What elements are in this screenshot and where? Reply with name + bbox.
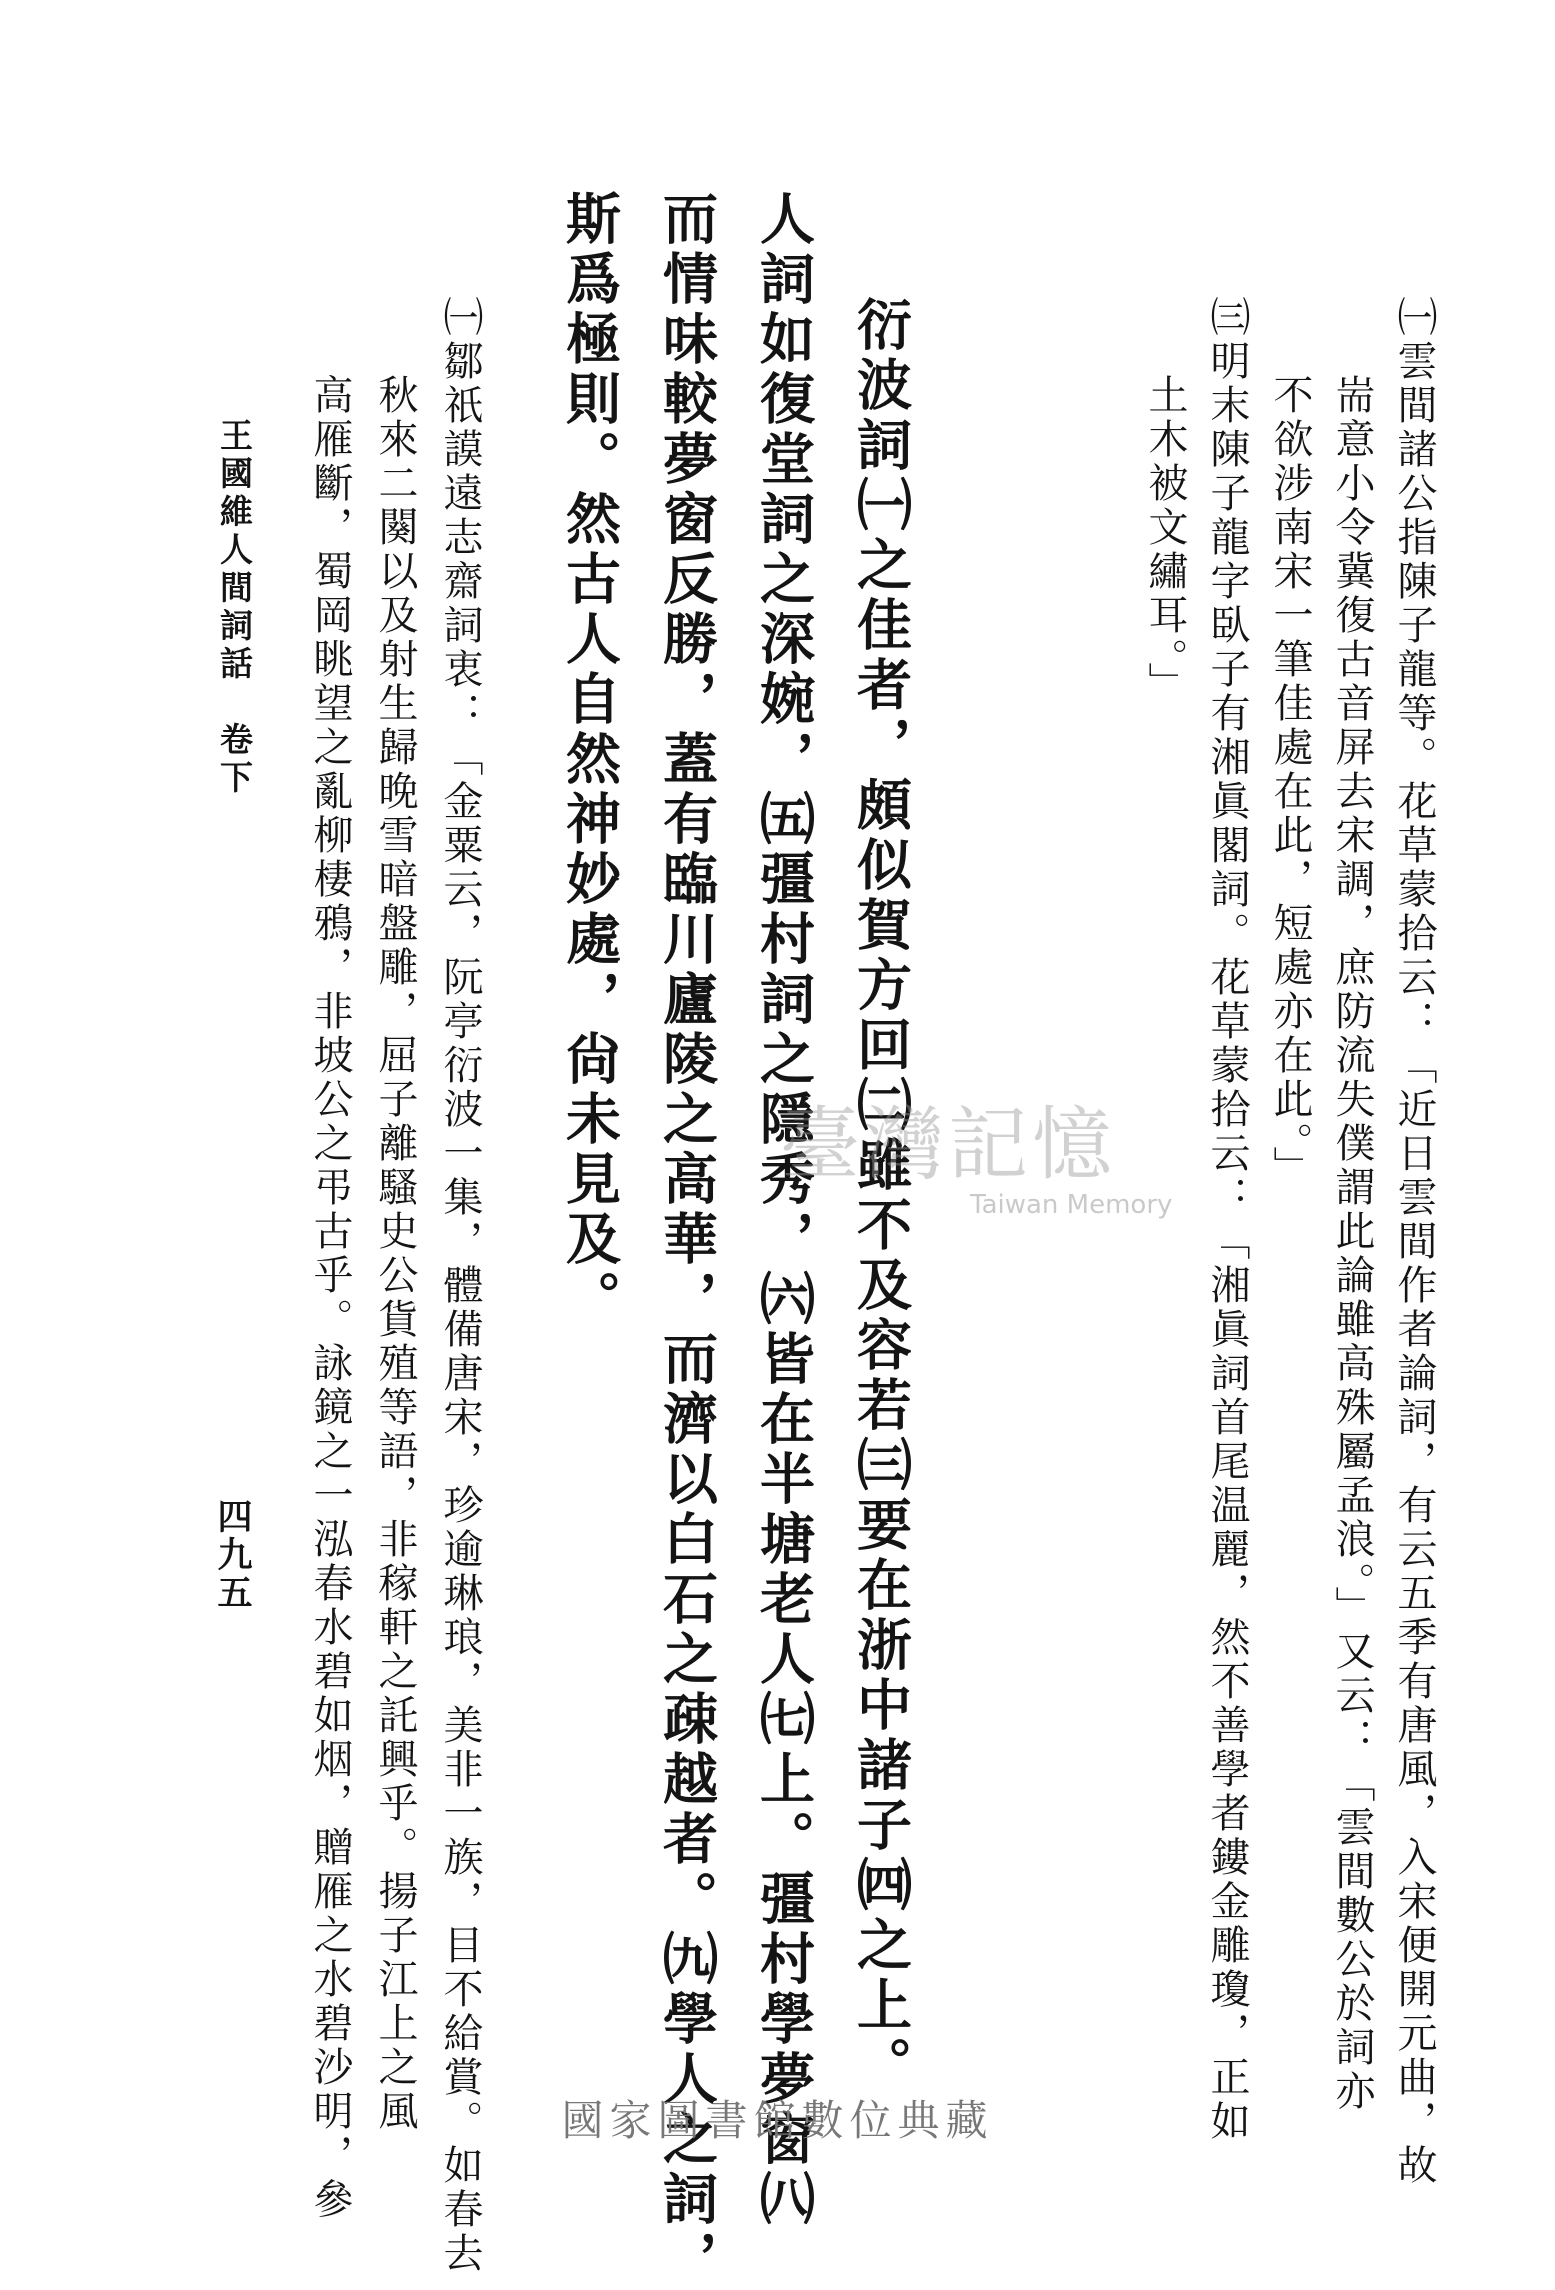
note-column-5: 土木被文繡耳。」 [1142,374,1188,706]
main-text-column-2: 人詞如復堂詞之深婉，㈤彊村詞之隱秀，㈥皆在半塘老人㈦上。彊村學夢窗㈧ [751,190,816,2230]
collection-label: 國家圖書館數位典藏 [561,2096,994,2145]
note-column-7: 秋來二闋以及射生歸晚雪暗盤雕，屈子離騷史公貨殖等語，非稼軒之託興乎。揚子江上之風 [372,374,418,2134]
main-text-column-1: 衍波詞㈠之佳者，頗似賀方回㈡雖不及容若㈢要在浙中諸子㈣之上。 [848,296,913,2096]
note-column-6: ㈠鄒祇謨遠志齋詞衷：「金粟云，阮亭衍波一集，體備唐宋，珍逾琳琅，美非一族，目不給賞。如春去 [437,296,483,2276]
watermark-text-en: Taiwan Memory [970,1190,1173,1220]
note-column-3: 不欲涉南宋一筆佳處在此，短處亦在此。」 [1267,374,1313,1190]
watermark-text-cn: 臺灣記憶 [780,1098,1116,1191]
footer-book-title: 王國維人間詞話 卷下 [215,418,254,798]
page-number: 四九五 [212,1498,253,1612]
note-column-1: ㈠雲間諸公指陳子龍等。花草蒙拾云：「近日雲間作者論詞，有云五季有唐風，入宋便開元曲，故 [1391,296,1437,2188]
main-text-column-4: 斯爲極則。然古人自然神妙處，尙未見及。 [557,190,622,1330]
note-column-4: ㈢明末陳子龍字臥子有湘眞閣詞。花草蒙拾云：「湘眞詞首尾温麗，然不善學者鏤金雕瓊，正如 [1204,296,1250,2144]
watermark-logo [780,1080,1200,1220]
note-column-8: 高雁斷，蜀岡眺望之亂柳棲鴉，非坡公之弔古乎。詠鏡之一泓春水碧如烟，贈雁之水碧沙明，參 [307,374,353,2222]
note-column-2: 耑意小令冀復古音屏去宋調，庶防流失僕謂此論雖高殊屬孟浪。」又云：「雲間數公於詞亦 [1329,374,1375,2114]
main-text-column-3: 而情味較夢窗反勝，蓋有臨川廬陵之高華，而濟以白石之疎越者。㈨學人之詞， [654,190,719,2290]
